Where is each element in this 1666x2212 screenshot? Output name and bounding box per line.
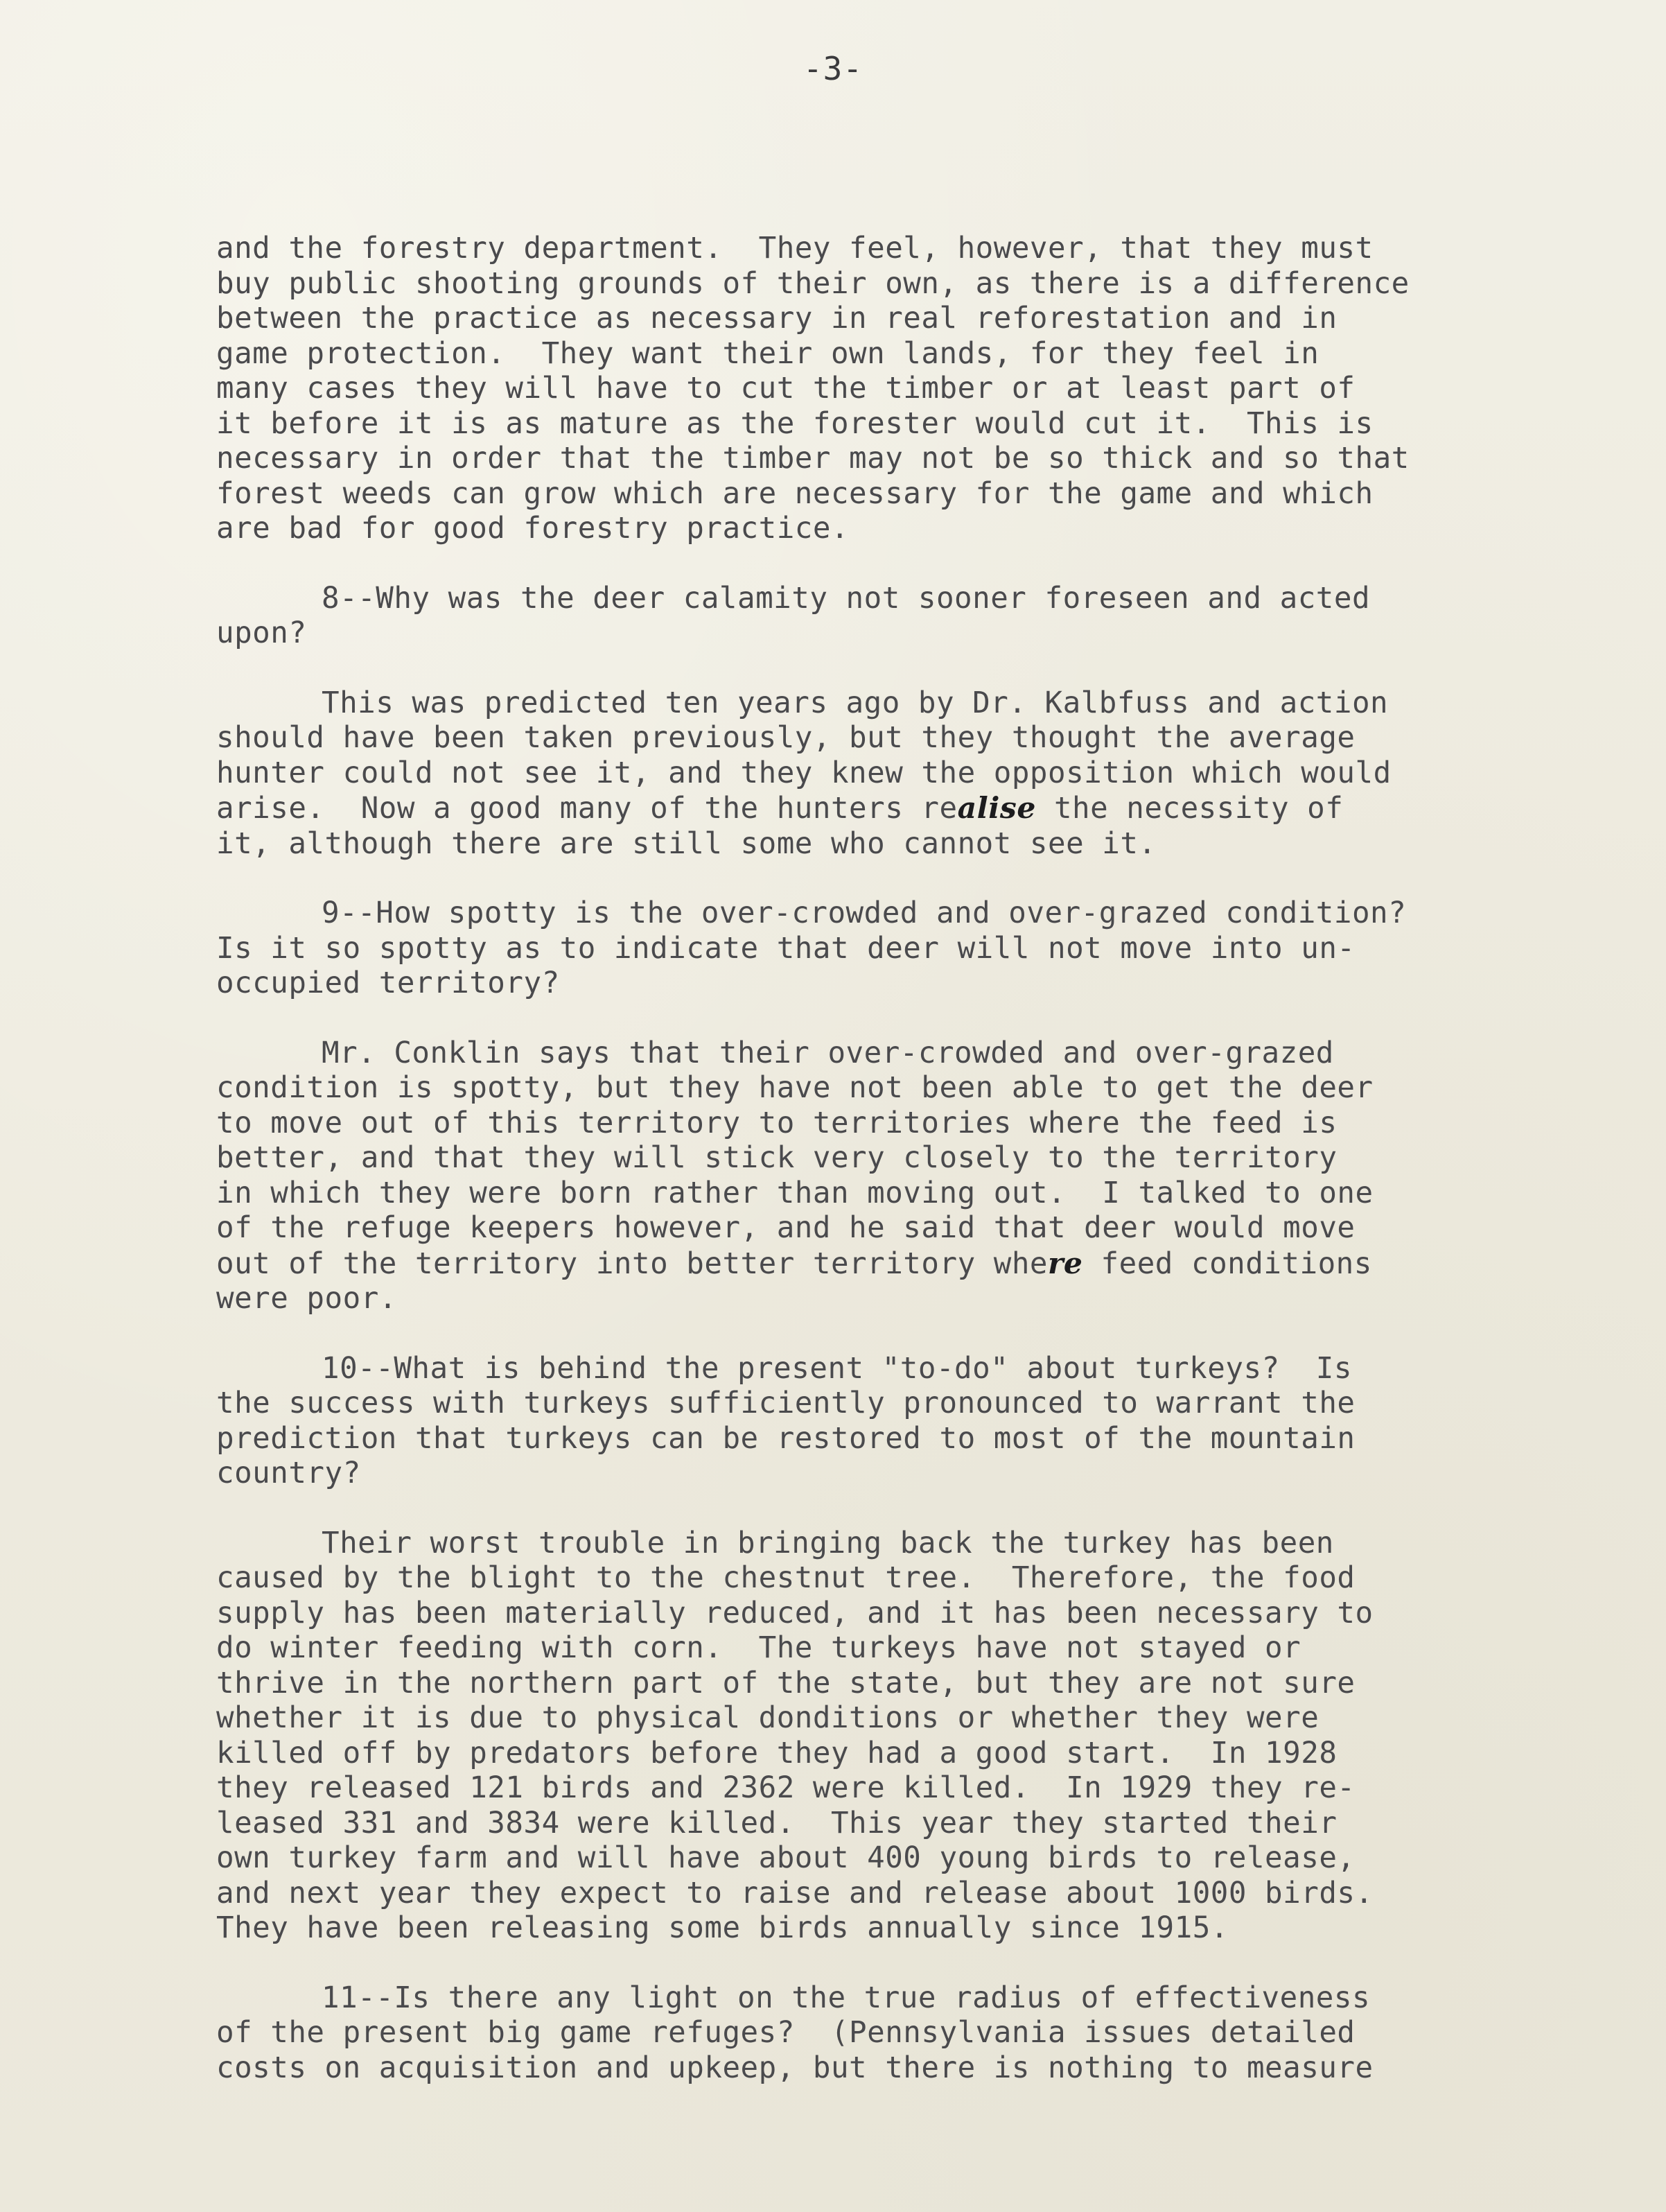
text-line: costs on acquisition and upkeep, but there is nothing to measure — [216, 2050, 1374, 2085]
question-8 — [216, 582, 1602, 652]
text-line: own turkey farm and will have about 400 young birds to release, — [216, 1841, 1356, 1875]
text-segment: arise. Now a good many of the hunters re — [216, 792, 958, 826]
text-line: it, although there are still some who cannot see it. — [216, 826, 1157, 861]
text-line: They have been releasing some birds annually since 1915. — [216, 1911, 1229, 1945]
text-line: of the refuge keepers however, and he said that deer would move — [216, 1211, 1356, 1245]
text-line: hunter could not see it, and they knew the opposition which would — [216, 756, 1392, 790]
answer-10 — [216, 1526, 1602, 1947]
text-line: it before it is as mature as the forester would cut it. This is — [216, 406, 1374, 441]
text-line: caused by the blight to the chestnut tree. Therefore, the food — [216, 1561, 1356, 1595]
question-9 — [216, 896, 1602, 1002]
text-line-with-correction — [216, 1246, 1602, 1282]
text-line: prediction that turkeys can be restored to most of the mountain — [216, 1421, 1356, 1456]
answer-8 — [216, 686, 1602, 862]
text-line: occupied territory? — [216, 966, 560, 1000]
handwritten-correction: re — [1048, 1246, 1083, 1281]
text-line: leased 331 and 3834 were killed. This year they started their — [216, 1806, 1338, 1840]
text-segment: the necessity of — [1035, 792, 1344, 826]
text-line: between the practice as necessary in real reforestation and in — [216, 302, 1338, 336]
text-line: the success with turkeys sufficiently pronounced to warrant the — [216, 1386, 1356, 1420]
text-line-with-correction — [216, 791, 1602, 827]
text-line: thrive in the northern part of the state, but they are not sure — [216, 1666, 1356, 1700]
handwritten-correction: alise — [957, 791, 1036, 826]
text-line: they released 121 birds and 2362 were killed. In 1929 they re- — [216, 1771, 1356, 1805]
text-line: 8--Why was the deer calamity not sooner foreseen and acted — [322, 581, 1371, 616]
text-line: supply has been materially reduced, and it has been necessary to — [216, 1596, 1374, 1630]
text-line: Mr. Conklin says that their over-crowded and over-grazed — [322, 1036, 1334, 1070]
text-line: do winter feeding with corn. The turkeys have not stayed or — [216, 1631, 1301, 1665]
page-number: -3- — [803, 50, 863, 87]
text-line: country? — [216, 1456, 361, 1490]
text-line: and the forestry department. They feel, however, that they must — [216, 232, 1374, 265]
text-line: buy public shooting grounds of their own, as there is a difference — [216, 266, 1410, 301]
text-line: condition is spotty, but they have not been able to get the deer — [216, 1071, 1374, 1105]
text-line: killed off by predators before they had a good start. In 1928 — [216, 1736, 1338, 1770]
text-line: in which they were born rather than moving out. I talked to one — [216, 1176, 1374, 1210]
text-line: were poor. — [216, 1282, 397, 1316]
text-line: 10--What is behind the present "to-do" about turkeys? Is — [322, 1351, 1352, 1386]
text-line: better, and that they will stick very closely to the territory — [216, 1141, 1338, 1175]
text-line: Their worst trouble in bringing back the turkey has been — [322, 1526, 1334, 1560]
text-line: 9--How spotty is the over-crowded and over-grazed condition? — [322, 896, 1407, 930]
text-line: This was predicted ten years ago by Dr. Kalbfuss and action — [322, 686, 1389, 720]
question-10 — [216, 1352, 1602, 1492]
text-segment: feed conditions — [1082, 1246, 1372, 1281]
text-line: Is it so spotty as to indicate that deer will not move into un- — [216, 931, 1356, 966]
text-line: whether it is due to physical donditions or whether they were — [216, 1701, 1319, 1735]
paragraph-forestry-continuation — [216, 232, 1602, 547]
text-line: necessary in order that the timber may not be so thick and so that — [216, 442, 1410, 476]
text-line: should have been taken previously, but they thought the average — [216, 721, 1356, 755]
text-line: of the present big game refuges? (Pennsylvania issues detailed — [216, 2016, 1356, 2050]
text-segment: out of the territory into better territory whe — [216, 1246, 1049, 1281]
answer-9 — [216, 1036, 1602, 1317]
text-line: and next year they expect to raise and release about 1000 birds. — [216, 1876, 1374, 1910]
document-body — [216, 232, 1602, 2120]
text-line: 11--Is there any light on the true radius of effectiveness — [322, 1980, 1371, 2015]
text-line: game protection. They want their own lands, for they feel in — [216, 336, 1319, 371]
question-11 — [216, 1981, 1602, 2087]
text-line: upon? — [216, 616, 307, 650]
text-line: forest weeds can grow which are necessary for the game and which — [216, 476, 1374, 511]
text-line: are bad for good forestry practice. — [216, 512, 850, 546]
text-line: to move out of this territory to territories where the feed is — [216, 1106, 1338, 1140]
text-line: many cases they will have to cut the timber or at least part of — [216, 372, 1356, 406]
